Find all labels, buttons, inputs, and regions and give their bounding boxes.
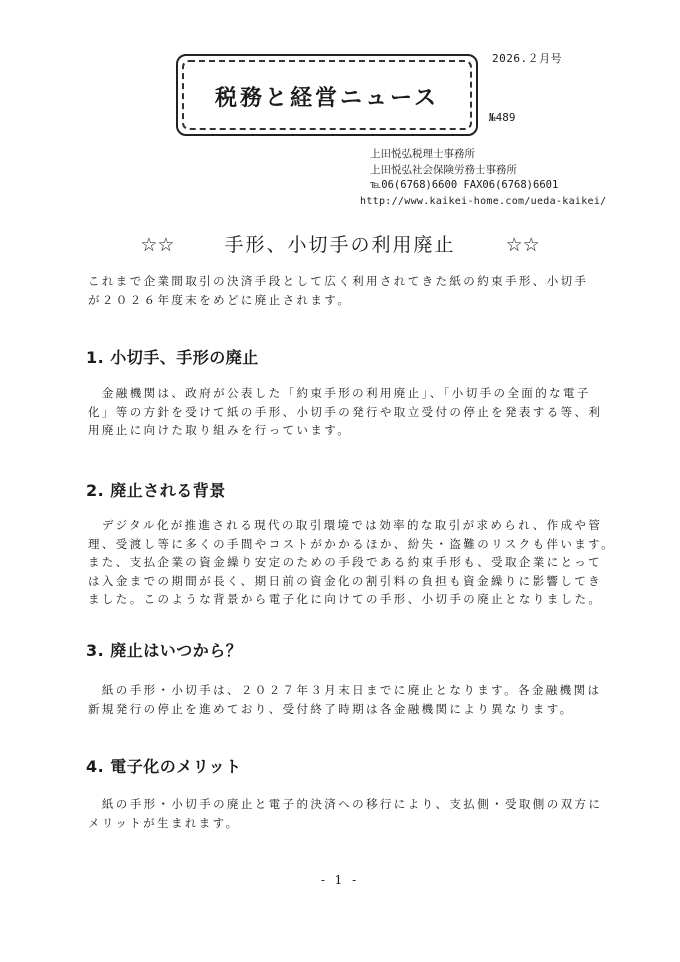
section-body-1 — [88, 384, 648, 440]
issue-number: №489 — [489, 111, 516, 124]
section-heading-3: 3. 廃止はいつから？ — [86, 641, 243, 660]
body-line: は入金までの期間が長く、期日前の資金化の割引料の負担も資金繰りに影響してき — [88, 573, 603, 588]
body-line: 化」等の方針を受けて紙の手形、小切手の発行や取立受付の停止を発表する等、利 — [88, 404, 603, 419]
body-line: 用廃止に向けた取り組みを行っています。 — [88, 423, 352, 437]
body-line: 理、受渡し等に多くの手間やコストがかかるほか、紛失・盗難のリスクも伴います。 — [88, 536, 616, 551]
office-phone-fax: ℡06(6768)6600 FAX06(6768)6601 — [370, 179, 559, 191]
intro-line: が２０２６年度末をめどに廃止されます。 — [88, 292, 352, 307]
issue-date: 2026.２月号 — [492, 52, 563, 65]
office-url[interactable]: http://www.kaikei-home.com/ueda-kaikei/ — [360, 195, 607, 207]
intro-line: これまで企業間取引の決済手段として広く利用されてきた紙の約束手形、小切手 — [88, 274, 589, 288]
section-heading-1: 1. 小切手、手形の廃止 — [86, 348, 259, 367]
office-name: 上田悦弘税理士事務所 — [370, 148, 475, 160]
page-number: - 1 - — [320, 873, 360, 887]
article-title — [0, 230, 680, 257]
body-line: 金融機関は、政府が公表した「約束手形の利用廃止」、「小切手の全面的な電子 — [88, 386, 591, 400]
section-body-4 — [88, 795, 648, 832]
body-line: 新規発行の停止を進めており、受付終了時期は各金融機関により異なります。 — [88, 701, 574, 716]
section-heading-4: 4. 電子化のメリット — [86, 757, 242, 776]
body-line: 紙の手形・小切手の廃止と電子的決済への移行により、支払側・受取側の双方に — [88, 797, 603, 811]
newsletter-title: 税務と経営ニュース — [215, 85, 439, 111]
title-stars-right: ☆☆ — [505, 234, 540, 256]
office-name-2: 上田悦弘社会保険労務士事務所 — [370, 163, 517, 176]
masthead-box — [176, 54, 478, 136]
article-title-text: 手形、小切手の利用廃止 — [224, 234, 456, 256]
office-info — [360, 147, 607, 209]
body-line: メリットが生まれます。 — [88, 815, 240, 830]
body-line: また、支払企業の資金繰り安定のための手段である約束手形も、受取企業にとって — [88, 555, 603, 569]
title-stars-left: ☆☆ — [140, 234, 175, 256]
body-line: 紙の手形・小切手は、２０２７年３月末日までに廃止となります。各金融機関は — [88, 683, 602, 697]
body-line: ました。このような背景から電子化に向けての手形、小切手の廃止となりました。 — [88, 592, 603, 606]
section-heading-2: 2. 廃止される背景 — [86, 481, 226, 500]
body-line: デジタル化が推進される現代の取引環境では効率的な取引が求められ、作成や管 — [88, 518, 603, 532]
section-body-3 — [88, 681, 648, 718]
intro-paragraph — [88, 272, 648, 309]
section-body-2 — [88, 516, 648, 609]
